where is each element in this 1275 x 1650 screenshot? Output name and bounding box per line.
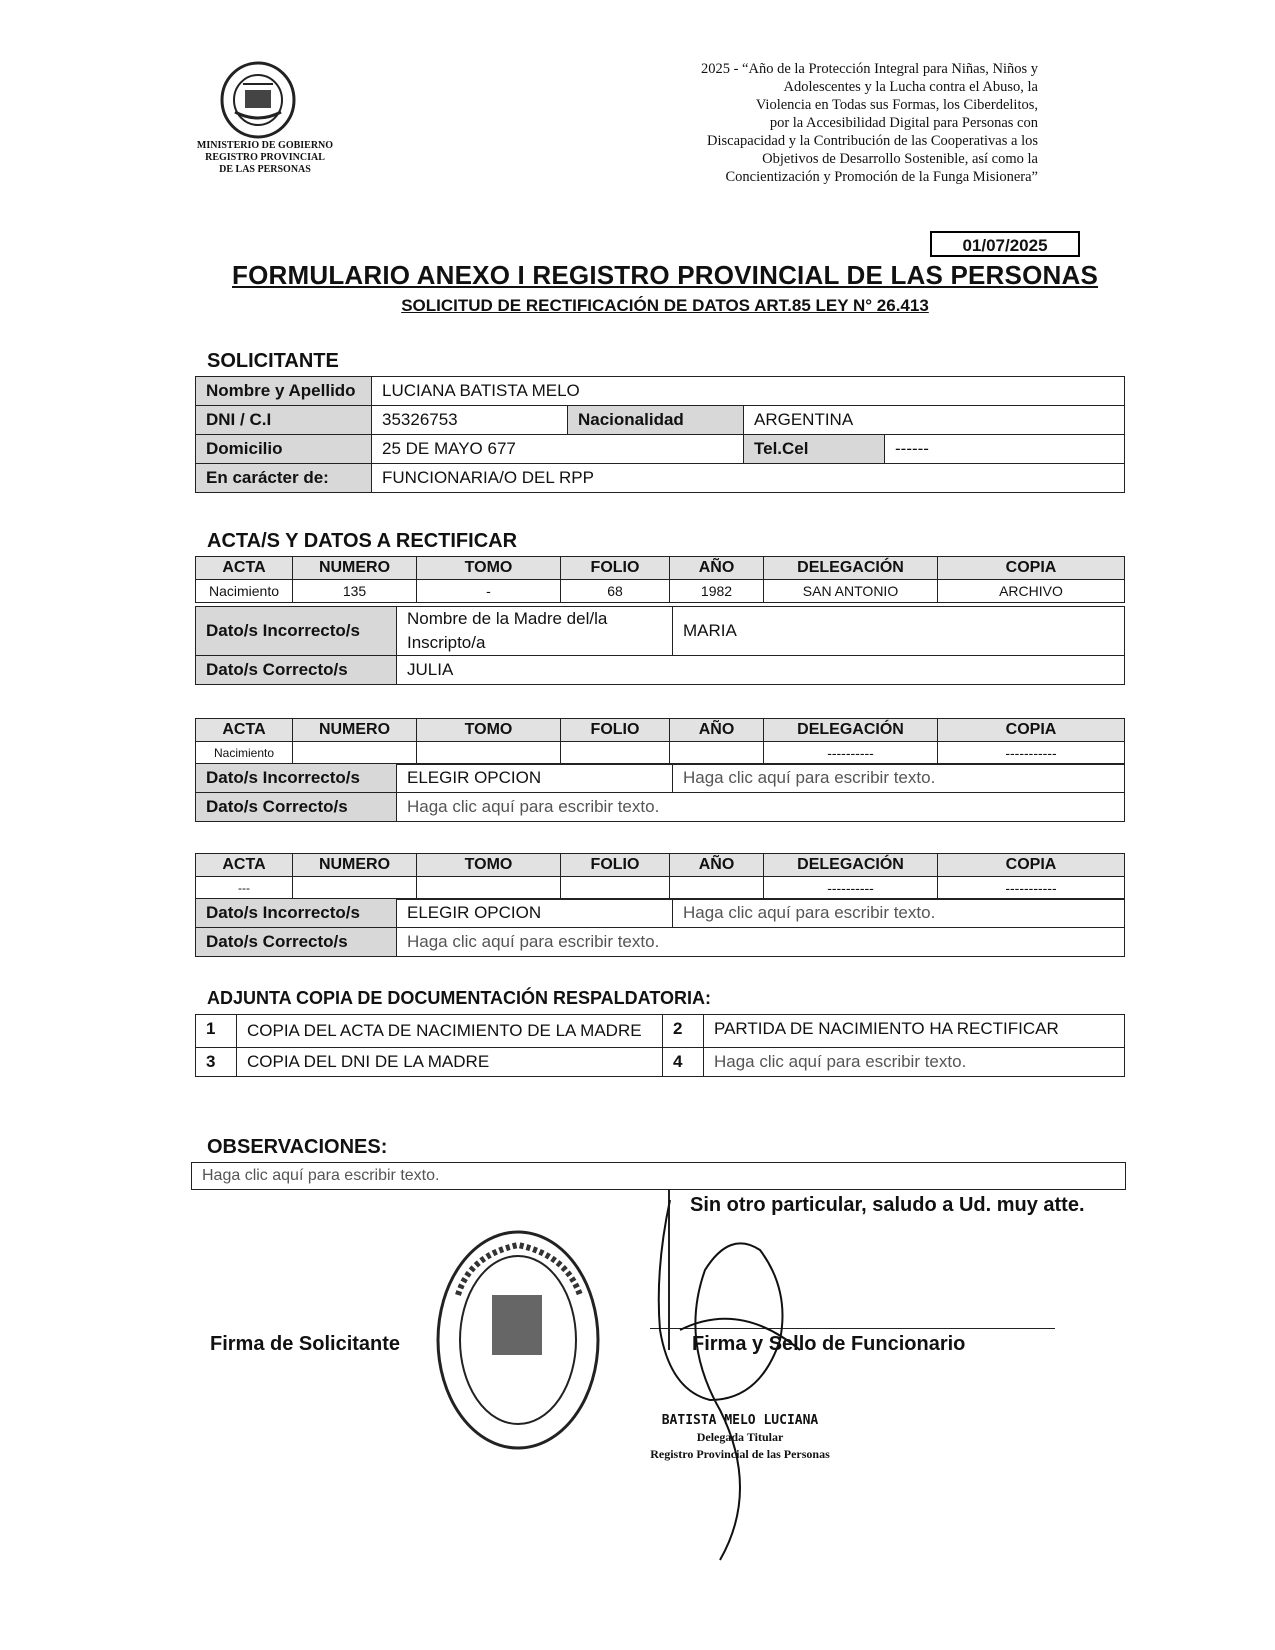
- col-acta: ACTA: [196, 719, 293, 742]
- correct-label: Dato/s Correcto/s: [196, 928, 397, 957]
- nombre-field[interactable]: LUCIANA BATISTA MELO: [372, 377, 1125, 406]
- tomo-cell[interactable]: [417, 877, 561, 900]
- motto-line: Violencia en Todas sus Formas, los Ciberdelitos,: [755, 97, 1038, 113]
- nombre-label: Nombre y Apellido: [196, 377, 372, 406]
- col-tomo: TOMO: [417, 854, 561, 877]
- col-tomo: TOMO: [417, 719, 561, 742]
- salutation: Sin otro particular, saludo a Ud. muy atte.: [690, 1194, 1085, 1216]
- rectify-table-2: [195, 763, 1125, 822]
- incorrect-field-select[interactable]: Nombre de la Madre del/la Inscripto/a: [397, 607, 673, 656]
- tel-field[interactable]: ------: [885, 435, 1125, 464]
- ano-cell[interactable]: 1982: [670, 580, 764, 603]
- col-folio: FOLIO: [561, 854, 670, 877]
- col-ano: AÑO: [670, 719, 764, 742]
- copia-cell[interactable]: -----------: [938, 742, 1125, 765]
- official-stamp: [620, 1412, 860, 1463]
- ministry-line: DE LAS PERSONAS: [219, 164, 311, 175]
- col-numero: NUMERO: [293, 719, 417, 742]
- incorrect-value[interactable]: Haga clic aquí para escribir texto.: [673, 899, 1125, 928]
- dni-field[interactable]: 35326753: [372, 406, 568, 435]
- caracter-label: En carácter de:: [196, 464, 372, 493]
- firma-solicitante-label: Firma de Solicitante: [210, 1333, 401, 1355]
- adjunta-item[interactable]: COPIA DEL ACTA DE NACIMIENTO DE LA MADRE: [237, 1015, 663, 1048]
- stamp-line: Delegada Titular: [696, 1430, 784, 1444]
- item-number: 3: [196, 1048, 237, 1077]
- adjunta-item[interactable]: COPIA DEL DNI DE LA MADRE: [237, 1048, 663, 1077]
- acta-cell[interactable]: Nacimiento: [196, 580, 293, 603]
- col-numero: NUMERO: [293, 557, 417, 580]
- tomo-cell[interactable]: [417, 742, 561, 765]
- motto-block: [520, 60, 1038, 186]
- incorrect-field-select[interactable]: ELEGIR OPCION: [397, 899, 673, 928]
- ministry-block: [180, 140, 350, 176]
- observaciones-heading: OBSERVACIONES:: [207, 1136, 388, 1158]
- correct-value[interactable]: Haga clic aquí para escribir texto.: [397, 793, 1125, 822]
- ano-cell[interactable]: [670, 877, 764, 900]
- delegacion-cell[interactable]: ----------: [764, 877, 938, 900]
- domicilio-label: Domicilio: [196, 435, 372, 464]
- ministry-line: MINISTERIO DE GOBIERNO: [196, 140, 334, 151]
- col-ano: AÑO: [670, 557, 764, 580]
- nacionalidad-field[interactable]: ARGENTINA: [744, 406, 1125, 435]
- nacionalidad-label: Nacionalidad: [568, 406, 744, 435]
- incorrect-label: Dato/s Incorrecto/s: [196, 899, 397, 928]
- delegacion-cell[interactable]: ----------: [764, 742, 938, 765]
- dni-label: DNI / C.I: [196, 406, 372, 435]
- col-acta: ACTA: [196, 854, 293, 877]
- motto-line: por la Accesibilidad Digital para Personas con: [769, 115, 1038, 131]
- form-subtitle: SOLICITUD DE RECTIFICACIÓN DE DATOS ART.85 LEY N° 26.413: [401, 296, 929, 315]
- incorrect-value[interactable]: Haga clic aquí para escribir texto.: [673, 764, 1125, 793]
- item-number: 4: [663, 1048, 704, 1077]
- incorrect-label: Dato/s Incorrecto/s: [196, 607, 397, 656]
- copia-cell[interactable]: -----------: [938, 877, 1125, 900]
- motto-line: Concientización y Promoción de la Funga Misionera”: [725, 169, 1038, 185]
- col-folio: FOLIO: [561, 719, 670, 742]
- delegacion-cell[interactable]: SAN ANTONIO: [764, 580, 938, 603]
- date-field[interactable]: 01/07/2025: [930, 231, 1080, 257]
- acta-table-1: [195, 556, 1125, 603]
- correct-value[interactable]: Haga clic aquí para escribir texto.: [397, 928, 1125, 957]
- adjunta-item[interactable]: PARTIDA DE NACIMIENTO HA RECTIFICAR: [704, 1015, 1125, 1048]
- round-stamp-icon: [430, 1225, 605, 1455]
- numero-cell[interactable]: 135: [293, 580, 417, 603]
- form-title: FORMULARIO ANEXO I REGISTRO PROVINCIAL DE LAS PERSONAS: [232, 260, 1098, 290]
- col-copia: COPIA: [938, 557, 1125, 580]
- folio-cell[interactable]: 68: [561, 580, 670, 603]
- firma-funcionario-label: Firma y Sello de Funcionario: [692, 1333, 966, 1355]
- rectify-table-1: [195, 606, 1125, 685]
- motto-line: 2025 - “Año de la Protección Integral para Niñas, Niños y: [700, 61, 1038, 77]
- stamp-line: Registro Provincial de las Personas: [650, 1447, 830, 1461]
- stamp-line: BATISTA MELO LUCIANA: [661, 1413, 819, 1428]
- acta-table-2: [195, 718, 1125, 765]
- copia-cell[interactable]: ARCHIVO: [938, 580, 1125, 603]
- caracter-field[interactable]: FUNCIONARIA/O DEL RPP: [372, 464, 1125, 493]
- acta-table-3: [195, 853, 1125, 900]
- province-seal-icon: [215, 60, 301, 140]
- ano-cell[interactable]: [670, 742, 764, 765]
- adjunta-table: [195, 1014, 1125, 1077]
- folio-cell[interactable]: [561, 742, 670, 765]
- motto-line: Adolescentes y la Lucha contra el Abuso, la: [783, 79, 1038, 95]
- motto-line: Discapacidad y la Contribución de las Cooperativas a los: [707, 133, 1038, 149]
- correct-value[interactable]: JULIA: [397, 656, 1125, 685]
- actas-heading: ACTA/S Y DATOS A RECTIFICAR: [207, 530, 518, 552]
- col-copia: COPIA: [938, 719, 1125, 742]
- incorrect-value[interactable]: MARIA: [673, 607, 1125, 656]
- item-number: 1: [196, 1015, 237, 1048]
- folio-cell[interactable]: [561, 877, 670, 900]
- incorrect-label: Dato/s Incorrecto/s: [196, 764, 397, 793]
- incorrect-field-select[interactable]: ELEGIR OPCION: [397, 764, 673, 793]
- col-ano: AÑO: [670, 854, 764, 877]
- solicitante-table: [195, 376, 1125, 493]
- observaciones-field[interactable]: Haga clic aquí para escribir texto.: [192, 1163, 1126, 1190]
- col-folio: FOLIO: [561, 557, 670, 580]
- rectify-table-3: [195, 898, 1125, 957]
- col-tomo: TOMO: [417, 557, 561, 580]
- numero-cell[interactable]: [293, 877, 417, 900]
- col-acta: ACTA: [196, 557, 293, 580]
- observaciones-table: [191, 1162, 1126, 1190]
- col-numero: NUMERO: [293, 854, 417, 877]
- tomo-cell[interactable]: -: [417, 580, 561, 603]
- motto-line: Objetivos de Desarrollo Sostenible, así como la: [762, 151, 1038, 167]
- correct-label: Dato/s Correcto/s: [196, 656, 397, 685]
- acta-cell[interactable]: ---: [196, 877, 293, 900]
- ministry-line: REGISTRO PROVINCIAL: [205, 152, 325, 163]
- item-number: 2: [663, 1015, 704, 1048]
- col-delegacion: DELEGACIÓN: [764, 854, 938, 877]
- adjunta-heading: ADJUNTA COPIA DE DOCUMENTACIÓN RESPALDATORIA:: [207, 988, 711, 1008]
- acta-cell[interactable]: Nacimiento: [196, 742, 293, 765]
- handwritten-signature-icon: [650, 1190, 850, 1570]
- numero-cell[interactable]: [293, 742, 417, 765]
- col-delegacion: DELEGACIÓN: [764, 719, 938, 742]
- col-delegacion: DELEGACIÓN: [764, 557, 938, 580]
- solicitante-heading: SOLICITANTE: [207, 350, 339, 372]
- adjunta-item[interactable]: Haga clic aquí para escribir texto.: [704, 1048, 1125, 1077]
- domicilio-field[interactable]: 25 DE MAYO 677: [372, 435, 744, 464]
- correct-label: Dato/s Correcto/s: [196, 793, 397, 822]
- col-copia: COPIA: [938, 854, 1125, 877]
- tel-label: Tel.Cel: [744, 435, 885, 464]
